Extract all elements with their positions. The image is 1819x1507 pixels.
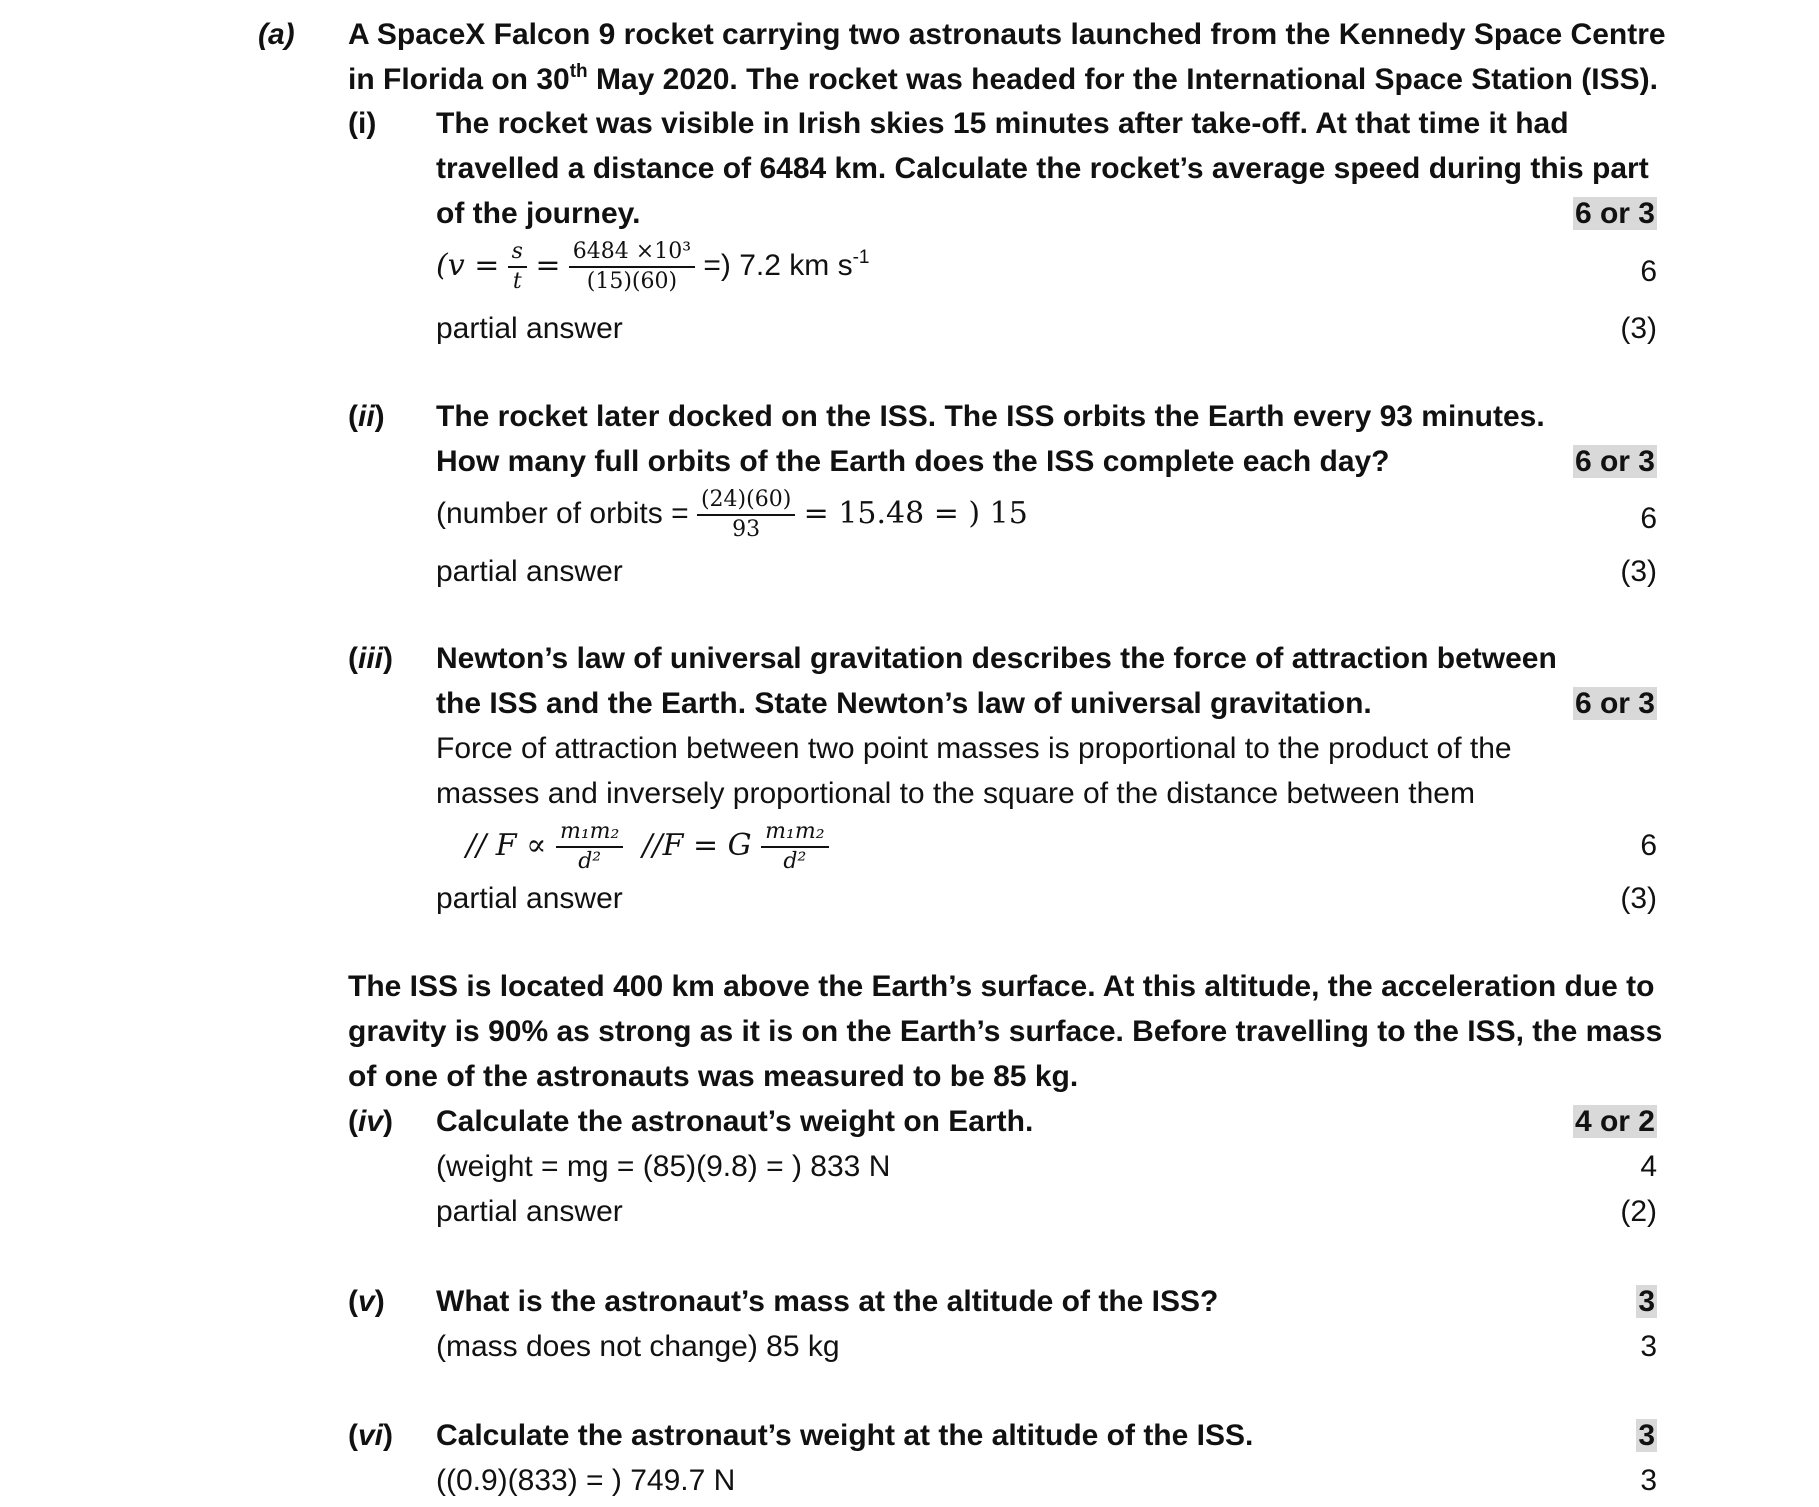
q5-question: What is the astronaut’s mass at the altitude of the ISS?	[436, 1285, 1219, 1318]
q6-full-mark: 3	[1640, 1464, 1657, 1497]
q2-answer: (number of orbits = $\frac{(24)(60)}{93}$ = 15.48 = ) 15	[436, 487, 1028, 542]
q4-partial-label: partial answer	[436, 1195, 623, 1228]
q3-fraction-2: $\frac{\text{m₁m₂}}{\text{d²}}$	[761, 818, 828, 876]
q1-label: (i)	[348, 107, 377, 140]
q1-partial-mark: (3)	[1620, 312, 1657, 345]
q1-fraction-s-over-t: $\frac{s}{t}$	[508, 238, 527, 296]
q6-answer: ((0.9)(833) = ) 749.7 N	[436, 1464, 736, 1497]
q6-question: Calculate the astronaut’s weight at the altitude of the ISS.	[436, 1419, 1254, 1452]
part-a-label: (a)	[258, 18, 295, 51]
q2-line-2: How many full orbits of the Earth does the ISS complete each day?	[436, 445, 1390, 478]
q4-label: (iv)	[348, 1105, 394, 1138]
q3-partial-mark: (3)	[1620, 882, 1657, 915]
context-line-2: gravity is 90% as strong as it is on the Earth’s surface. Before travelling to the ISS, the mass	[348, 1015, 1663, 1048]
q2-marks: 6 or 3	[1574, 445, 1655, 478]
intro-line-2: in Florida on 30th May 2020. The rocket was headed for the International Space Station (ISS).	[348, 61, 1658, 96]
q3-full-mark: 6	[1640, 829, 1657, 862]
q3-answer-line-1: Force of attraction between two point masses is proportional to the product of the	[436, 732, 1512, 765]
q1-answer: (v = $\frac{s}{t}$ = $\frac{\text{6484 ×10³}}{(15)(60)}$ =) 7.2 km $s^{-1}$	[436, 239, 870, 294]
q3-partial-label: partial answer	[436, 882, 623, 915]
q3-formula: // F ∝ $\frac{\text{m₁m₂}}{\text{d²}}$ //F = G $\frac{\text{m₁m₂}}{\text{d²}}$	[466, 818, 829, 876]
q2-line-1: The rocket later docked on the ISS. The ISS orbits the Earth every 93 minutes.	[436, 400, 1545, 433]
q6-label: (vi)	[348, 1419, 394, 1452]
q2-fraction: $\frac{(24)(60)}{93}$	[697, 486, 795, 544]
q4-answer: (weight = mg = (85)(9.8) = ) 833 N	[436, 1150, 891, 1183]
q2-partial-label: partial answer	[436, 555, 623, 588]
q1-full-mark: 6	[1640, 255, 1657, 288]
q2-partial-mark: (3)	[1620, 555, 1657, 588]
q3-fraction-1: $\frac{\text{m₁m₂}}{\text{d²}}$	[556, 818, 623, 876]
context-line-3: of one of the astronauts was measured to be 85 kg.	[348, 1060, 1079, 1093]
q2-label: (ii)	[348, 400, 385, 433]
q4-partial-mark: (2)	[1620, 1195, 1657, 1228]
q5-marks: 3	[1638, 1285, 1655, 1318]
q1-marks: 6 or 3	[1574, 197, 1655, 230]
q1-line-2: travelled a distance of 6484 km. Calculate the rocket’s average speed during this part	[436, 152, 1649, 185]
q1-partial-label: partial answer	[436, 312, 623, 345]
q4-marks: 4 or 2	[1574, 1105, 1655, 1138]
q3-answer-line-2: masses and inversely proportional to the square of the distance between them	[436, 777, 1475, 810]
q1-line-1: The rocket was visible in Irish skies 15 minutes after take-off. At that time it had	[436, 107, 1569, 140]
intro-line-1: A SpaceX Falcon 9 rocket carrying two astronauts launched from the Kennedy Space Centre	[348, 18, 1666, 51]
q4-question: Calculate the astronaut’s weight on Earth.	[436, 1105, 1034, 1138]
q2-full-mark: 6	[1640, 502, 1657, 535]
q6-marks: 3	[1638, 1419, 1655, 1452]
q3-line-1: Newton’s law of universal gravitation describes the force of attraction between	[436, 642, 1557, 675]
q4-full-mark: 4	[1640, 1150, 1657, 1183]
q5-label: (v)	[348, 1285, 385, 1318]
context-line-1: The ISS is located 400 km above the Earth’s surface. At this altitude, the acceleration due to	[348, 970, 1655, 1003]
q5-answer: (mass does not change) 85 kg	[436, 1330, 840, 1363]
q3-marks: 6 or 3	[1574, 687, 1655, 720]
q3-label: (iii)	[348, 642, 394, 675]
q5-full-mark: 3	[1640, 1330, 1657, 1363]
q3-line-2: the ISS and the Earth. State Newton’s law of universal gravitation.	[436, 687, 1372, 720]
q1-fraction-calc: $\frac{\text{6484 ×10³}}{(15)(60)}$	[569, 238, 695, 296]
q1-line-3: of the journey.	[436, 197, 641, 230]
